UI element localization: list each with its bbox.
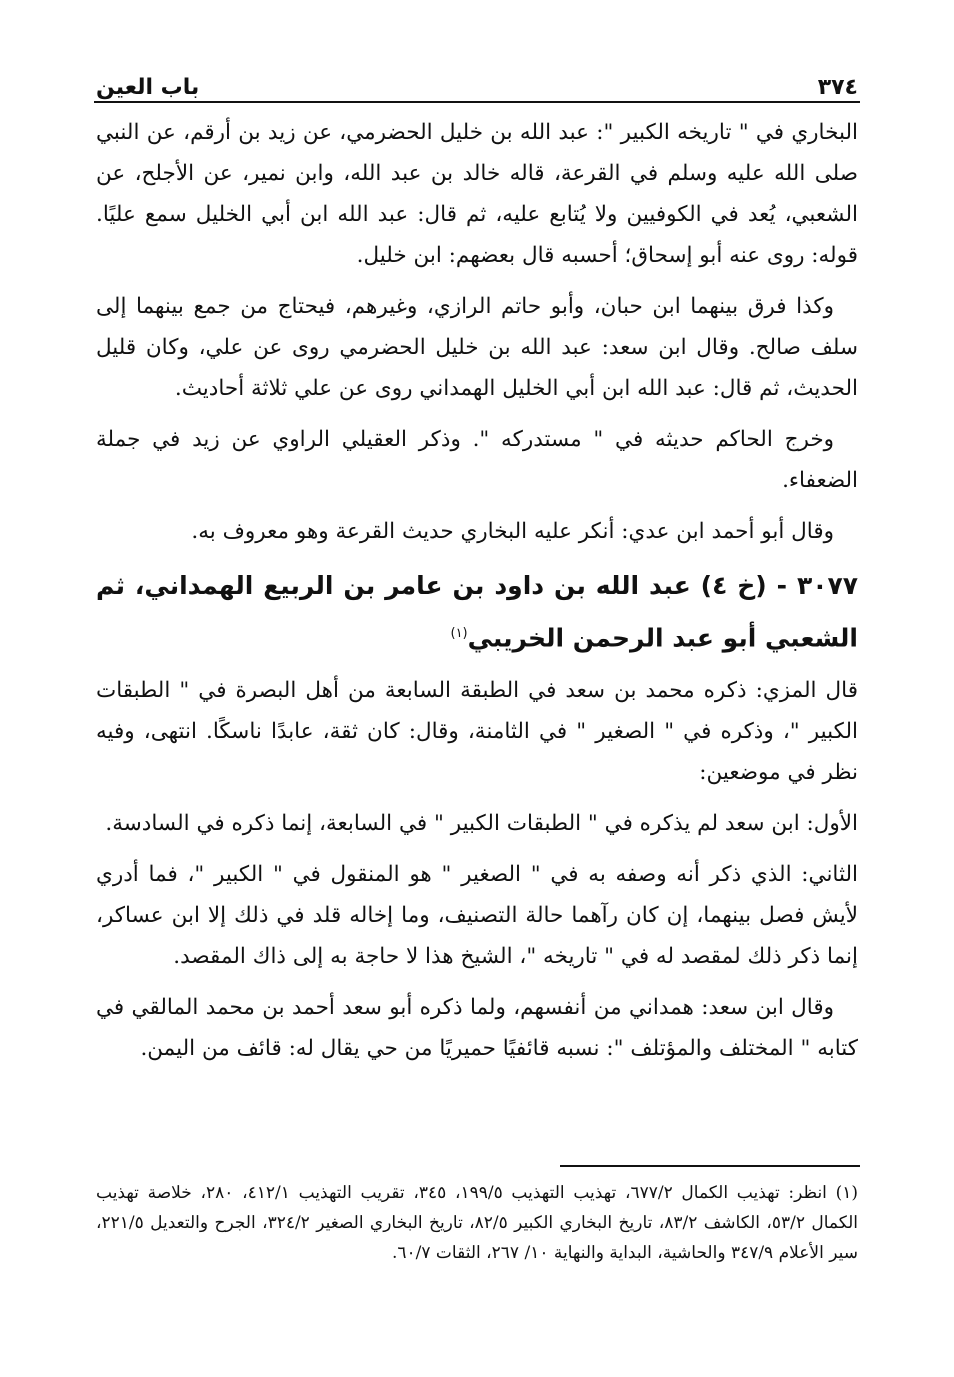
footnote: (١) انظر: تهذيب الكمال ٦٧٧/٢، تهذيب التهذيب ١٩٩/٥، ٣٤٥، تقريب التهذيب ٤١٢/١، ٢٨٠، خلاصة تهذيب الكمال ٥٣/٢، الكاشف ٨٣/٢، تاريخ البخاري الكبير ٨٢/٥، تاريخ البخاري الصغير ٣٢٤/٢، الجرح والتعديل ٢٢١/٥، سير الأعلام ٣٤٧/٩ والحاشية، البداية والنهاية ١٠/ ٢٦٧، الثقات ٦٠/٧.: [96, 1183, 859, 1263]
footnote-reference[interactable]: (١): [450, 626, 468, 641]
paragraph-6: الأول: ابن سعد لم يذكره في " الطبقات الكبير " في السابعة، إنما ذكره في السادسة.: [105, 811, 858, 837]
section-title: باب العين: [96, 75, 200, 100]
paragraph-7: الثاني: الذي ذكر أنه وصفه به في " الصغير " هو المنقول في " الكبير "، فما أدري لأيش فصل بينهما، إن كان رآهما حالة التصنيف، وما إخاله قلد في ذلك إلا ابن عساكر، إنما ذكر ذلك لمقصد له في " تاريخه "، الشيخ هذا لا حاجة به إلى ذاك المقصد.: [96, 862, 858, 970]
page-number: ٣٧٤: [817, 75, 858, 100]
paragraph-8: وقال ابن سعد: همداني من أنفسهم، ولما ذكره أبو سعد أحمد بن محمد المالقي في كتابه " المختلف والمؤتلف ": نسبه قائفيًا حميريًا من حي يقال له: قائف من اليمن.: [96, 995, 858, 1062]
entry-heading: [96, 562, 858, 662]
paragraph-4: وقال أبو أحمد ابن عدي: أنكر عليه البخاري حديث القرعة وهو معروف به.: [191, 519, 834, 544]
entry-title-text: ٣٠٧٧ - (خ ٤) عبد الله بن داود بن عامر بن الربيع الهمداني، ثم الشعبي أبو عبد الرحمن الخريبي: [96, 571, 858, 653]
main-text: [96, 112, 858, 1079]
paragraph-1: البخاري في " تاريخه الكبير ": عبد الله بن خليل الحضرمي، عن زيد بن أرقم، عن النبي صلى الله عليه وسلم في القرعة، قاله خالد بن عبد الله، وابن نمير، عن الأجلح، عن الشعبي، يُعد في الكوفيين ولا يُتابع عليه، ثم قال: عبد الله ابن أبي الخليل سمع عليًا. قوله: روى عنه أبو إسحاق؛ أحسبه قال بعضهم: ابن خليل.: [96, 120, 858, 268]
paragraph-2: وكذا فرق بينهما ابن حبان، وأبو حاتم الرازي، وغيرهم، فيحتاج من جمع بينهما إلى سلف صالح. وقال ابن سعد: عبد الله بن خليل الحضرمي روى عن علي، وكان قليل الحديث، ثم قال: عبد الله ابن أبي الخليل الهمداني روى عن علي ثلاثة أحاديث.: [96, 294, 858, 401]
running-header: [96, 60, 858, 100]
header-divider: [94, 101, 860, 103]
paragraph-3: وخرج الحاكم حديثه في " مستدركه ". وذكر العقيلي الراوي عن زيد في جملة الضعفاء.: [96, 427, 858, 493]
footnote-divider: [560, 1165, 860, 1167]
paragraph-5: قال المزي: ذكره محمد بن سعد في الطبقة السابعة من أهل البصرة في " الطبقات الكبير "، وذكره في " الصغير " في الثامنة، وقال: كان ثقة، عابدًا ناسكًا. انتهى، وفيه نظر في موضعين:: [96, 678, 858, 786]
